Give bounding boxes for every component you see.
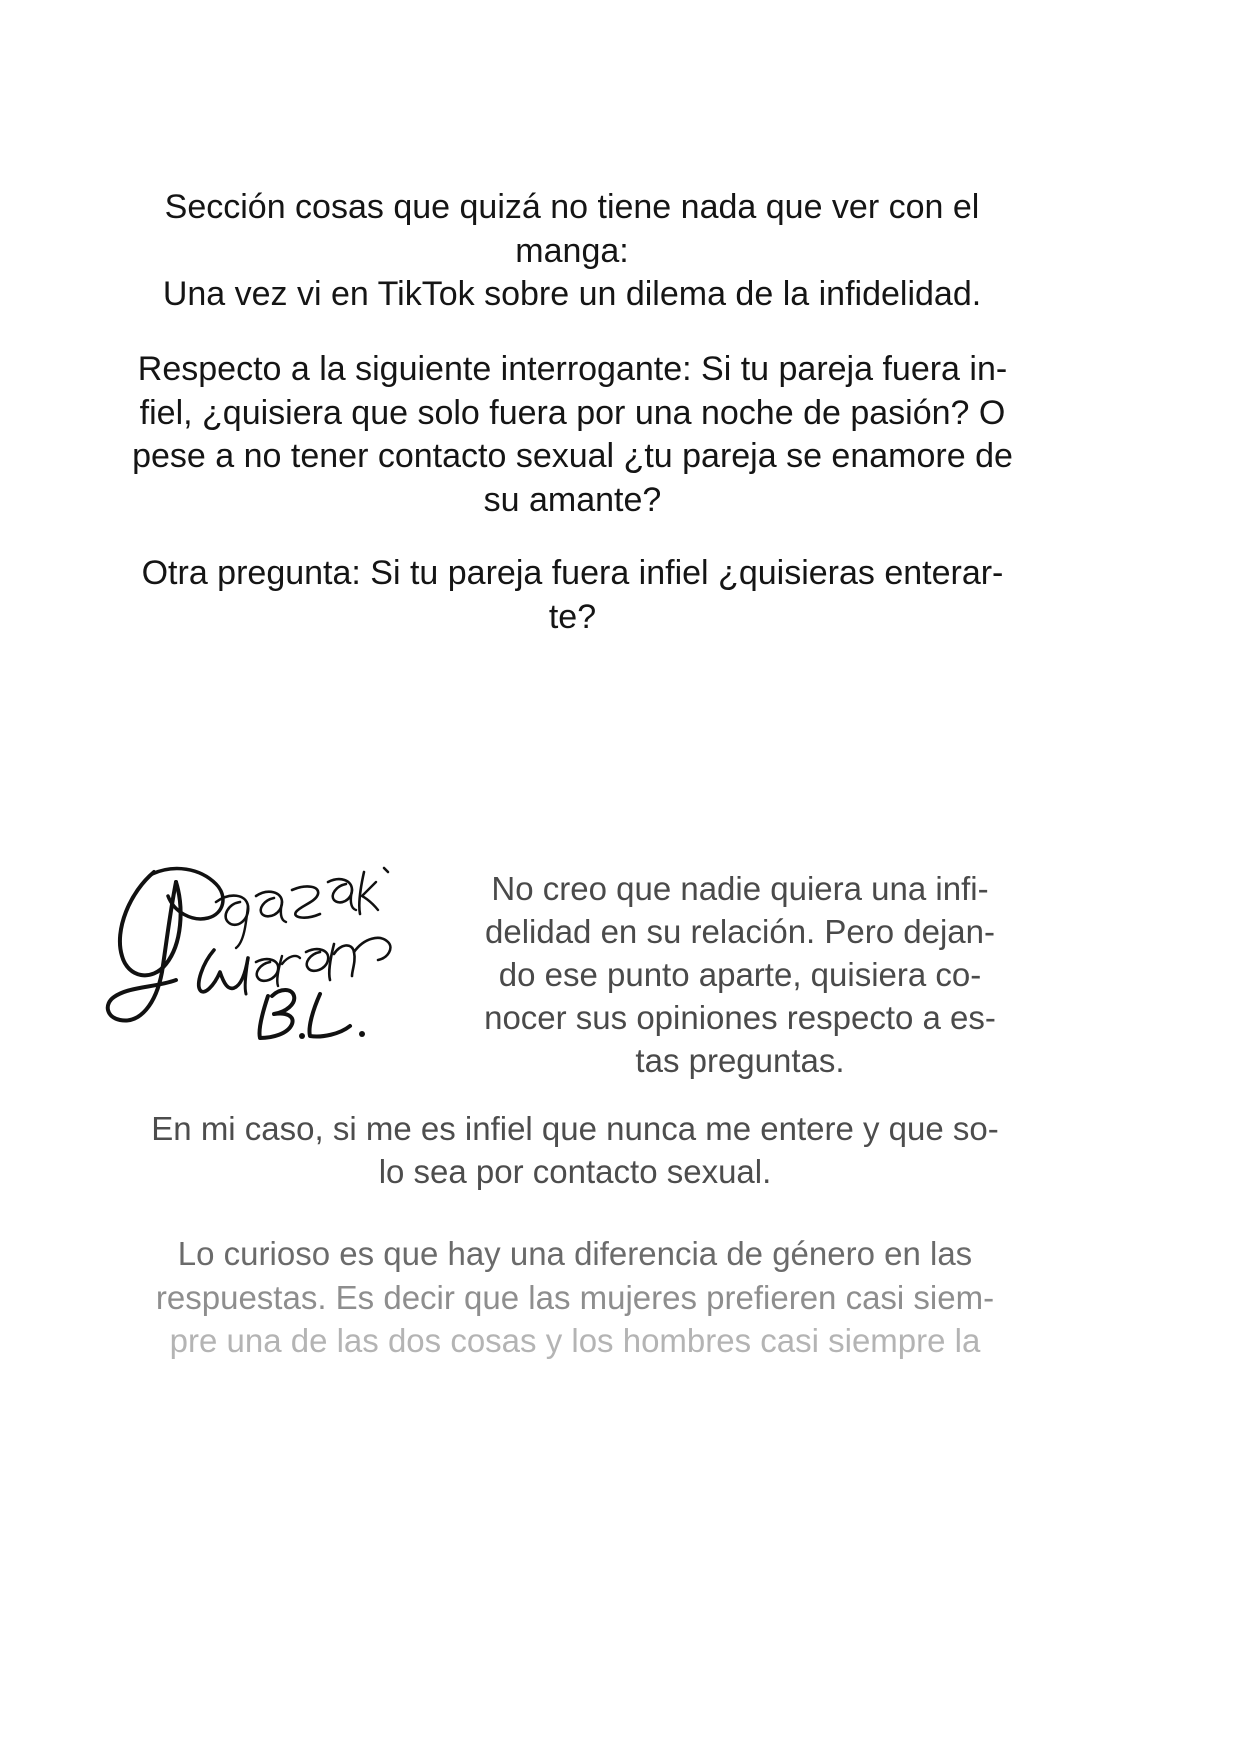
signature-icon (96, 838, 406, 1048)
author-note-block (430, 868, 1050, 1082)
question-one-line-2: fiel, ¿quisiera que solo fuera por una noche de pasión? O (139, 393, 1006, 432)
personal-note-block (60, 1108, 1090, 1194)
fading-note-block (60, 1232, 1090, 1363)
intro-line-3: Una vez vi en TikTok sobre un dilema de la infidelidad. (162, 275, 982, 314)
intro-heading-line-2: manga: (515, 231, 629, 270)
question-one-line-4: su amante? (483, 480, 662, 519)
author-note-line-4: nocer sus opiniones respecto a es- (484, 998, 996, 1036)
intro-heading-line-1: Sección cosas que quizá no tiene nada que ver con el (164, 188, 980, 226)
question-one-line-3: pese a no tener contacto sexual ¿tu pareja se enamore de (132, 437, 1013, 476)
author-note-line-5: tas preguntas. (635, 1041, 845, 1079)
question-one-block (60, 348, 1085, 522)
question-two-line-1: Otra pregunta: Si tu pareja fuera infiel ¿quisieras enterar- (141, 554, 1004, 592)
fading-note-line-1: Lo curioso es que hay una diferencia de género en las (177, 1235, 973, 1272)
intro-block (72, 186, 1072, 317)
personal-note-line-1: En mi caso, si me es infiel que nunca me entere y que so- (151, 1110, 999, 1147)
author-note-line-1: No creo que nadie quiera una infi- (491, 870, 989, 907)
fading-note-line-3: pre una de las dos cosas y los hombres casi siempre la (169, 1322, 981, 1360)
question-one-line-1: Respecto a la siguiente interrogante: Si tu pareja fuera in- (137, 350, 1008, 388)
fading-note-line-2: respuestas. Es decir que las mujeres prefieren casi siem- (155, 1278, 995, 1316)
author-note-line-3: do ese punto aparte, quisiera co- (498, 955, 982, 993)
question-two-line-2: te? (548, 597, 597, 636)
question-two-block (60, 552, 1085, 639)
personal-note-line-2: lo sea por contacto sexual. (378, 1152, 772, 1190)
author-note-line-2: delidad en su relación. Pero dejan- (484, 912, 995, 950)
